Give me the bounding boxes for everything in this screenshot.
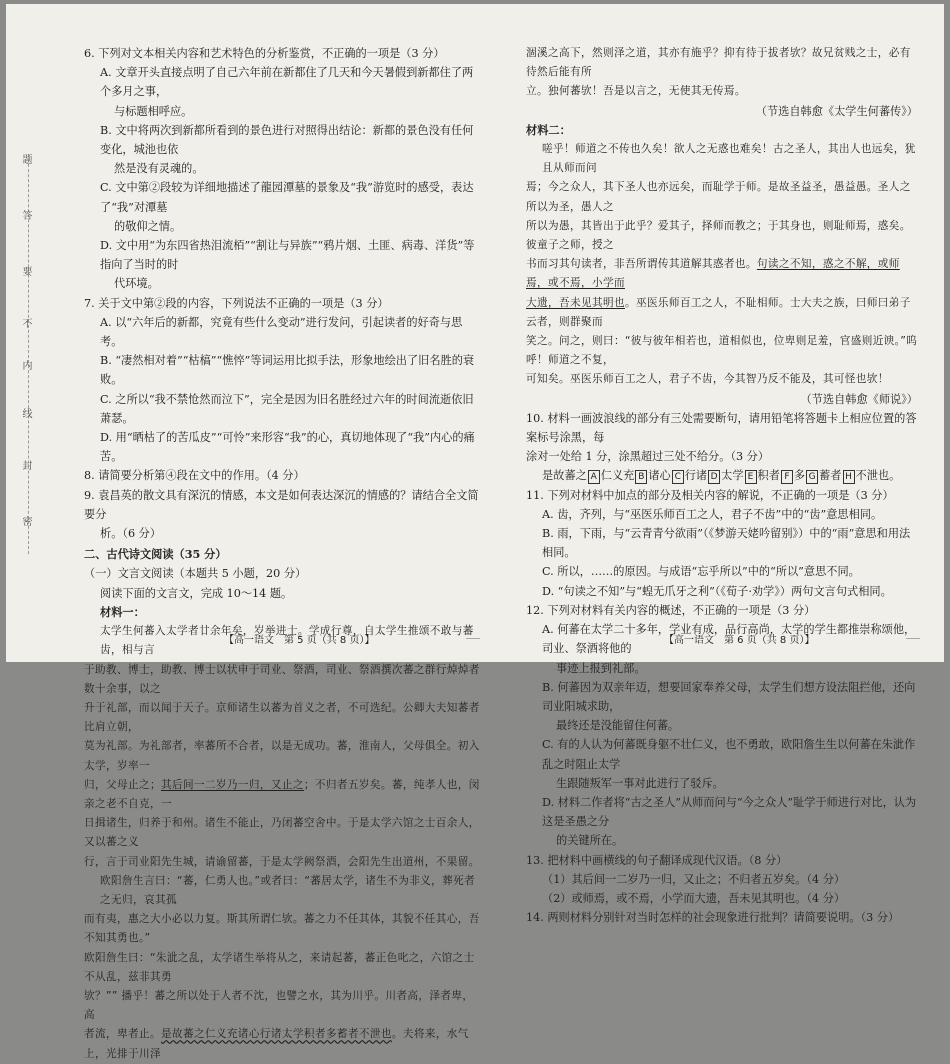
passage-line: 可知矣。巫医乐师百工之人，君子不齿，今其智乃反不能及，其可怪也欤！ [526, 373, 889, 386]
passage-text: 。巫医乐师百工之人，不耻相师。士大夫之族，曰师曰弟子云者，则群聚而 [526, 296, 911, 328]
reading-instruction: 阅读下面的文言文，完成 10～14 题。 [100, 586, 293, 600]
passage-text: 者流，卑者止。 [84, 1028, 161, 1041]
q11-stem: 11. 下列对材料中加点的部分及相关内容的解说，不正确的一项是（3 分） [526, 488, 894, 502]
passage-line [84, 776, 482, 814]
q9-stem-cont: 析。（6 分） [100, 527, 162, 541]
passage-line: 升于礼部，而以闻于天子。京师诸生以蕃为首义之者，不可选纪。公卿大夫知蕃者比肩立朝， [84, 701, 480, 734]
passage-text: 书而习其句读者，非吾所谓传其道解其惑者也。 [526, 258, 757, 271]
page-footer-left: 【高一语文 第 5 页（共 8 页）】 [224, 635, 375, 646]
footer-dash [466, 638, 480, 639]
segment-text: 诸心 [648, 469, 671, 483]
section-heading: 二、古代诗文阅读（35 分） [84, 547, 227, 562]
binding-label: 答 [20, 210, 31, 220]
q12-option-c-cont: 生跟随叛军一事对此进行了驳斥。 [556, 776, 724, 790]
q11-option-b: B. 雨，下雨，与“云青青兮欲雨”（《梦游天姥吟留别》）中的“雨”意思和用法相同。 [542, 527, 911, 560]
break-box-g[interactable]: G [806, 470, 818, 484]
break-box-d[interactable]: D [708, 470, 720, 484]
passage-line: 太学生何蕃入太学者廿余年矣，岁举进士。学成行尊，自太学生推颂不敢与蕃齿，相与言 [100, 625, 474, 657]
q12-option-b-cont: 最终还是没能留住何蕃。 [556, 719, 680, 733]
passage-line: 欧阳詹生言曰：“蕃，仁勇人也。”或者曰：“蕃居太学，诸生不为非义，葬死者之无归，哀其孤 [100, 874, 476, 906]
q13-sentence-2: （2）或师焉，或不焉，小学而大遗，吾未见其明也。（4 分） [542, 891, 846, 905]
passage-text: 。夫将来，水气上，光排于川泽 [84, 1028, 469, 1060]
q8-stem: 8. 请简要分析第④段在文中的作用。（4 分） [84, 469, 305, 483]
q7-option-b: B. “凄然相对着”“枯槁”“憔悴”等词运用比拟手法，形象地绘出了旧名胜的衰败。 [100, 354, 475, 387]
passage-text: 归，父母止之； [84, 778, 161, 791]
segment-text: 是故蕃之 [542, 469, 587, 483]
footer-dash [906, 638, 920, 639]
q13-sentence-1: （1）其后间一二岁乃一归，又止之；不归者五岁矣。（4 分） [542, 872, 846, 886]
q6-option-b: B. 文中将两次到新都所看到的景色进行对照得出结论：新都的景色没有任何变化，城池也依 [100, 123, 474, 157]
q6-option-c-cont: 的敬仰之情。 [114, 219, 182, 233]
break-box-f[interactable]: F [781, 470, 793, 484]
q12-option-b: B. 何蕃因为双亲年迈，想要回家奉养父母，太学生们想方设法阻拦他，还向司业阳城求助， [542, 680, 916, 713]
binding-label: 线 [20, 408, 31, 418]
q7-option-c: C. 之所以“我不禁怆然而泣下”，完全是因为旧名胜经过六年的时间流逝依旧萧瑟。 [100, 392, 474, 425]
break-box-c[interactable]: C [672, 470, 684, 484]
q12-option-c: C. 有的人认为何蕃既身躯不壮仁义，也不勇敢，欧阳詹生生以何蕃在朱泚作乱之时阻止太学 [542, 738, 916, 771]
q11-option-d: D. “句读之不知”与“蝗无爪牙之利”（《荀子·劝学》）两句文言句式相同。 [542, 584, 892, 598]
underlined-sentence: 其后间一二岁乃一归，又止之 [160, 778, 304, 791]
passage-line: 而有夷，惠之大小必以力复。斯其所谓仁欤。蕃之力不任其体，其貌不任其心，吾不知其勇也。” [84, 913, 480, 945]
q6-option-d: D. 文中用“为东四省热泪流栢”“割让与异族”“鸦片烟、土匪、病毒、洋货”等指向了当时的时 [100, 239, 475, 272]
break-box-a[interactable]: A [588, 470, 600, 484]
page-footer-right: 【高一语文 第 6 页（共 8 页）】 [664, 635, 815, 646]
passage-line: 立。独何蕃欤！吾是以言之，无使其无传焉。 [526, 85, 746, 98]
left-page-column [84, 44, 482, 1064]
q10-stem-cont: 涂对一处给 1 分，涂黑超过三处不给分。（3 分） [526, 450, 770, 464]
passage-line: 涸溪之高下，然则泽之道，其亦有施乎？抑有待于拔者欤？故兄贫贱之士，必有待然后能有所 [526, 47, 911, 79]
q10-stem: 10. 材料一画波浪线的部分有三处需要断句，请用铅笔将答题卡上相应位置的答案标号涂黑，每 [526, 411, 917, 445]
sentence-break-line [526, 466, 918, 485]
q11-option-c: C. 所以，……的原因。与成语“忘乎所以”中的“所以”意思不同。 [542, 565, 860, 579]
passage-line: 行，言于司业阳先生城，请谕留蕃，于是太学阙祭酒，会阳先生出道州，不果留。 [84, 855, 480, 868]
underlined-sentence: 大遗，吾未见其明也 [526, 296, 625, 309]
source-citation: （节选自韩愈《师说》） [800, 392, 918, 406]
segment-text: 多 [793, 469, 806, 483]
passage-line: 欤？”” 播乎！蕃之所以处于人者不沈，也譬之水，其为川乎。川者高，泽者卑，高 [84, 989, 474, 1022]
segment-text: 仁义充 [600, 469, 635, 483]
material-one-label: 材料一： [100, 604, 145, 619]
right-page-column [526, 44, 918, 927]
q6-option-b-cont: 然是没有灵魂的。 [114, 162, 204, 176]
q7-stem: 7. 关于文中第②段的内容，下列说法不正确的一项是（3 分） [84, 296, 389, 310]
passage-line: 欧阳詹生曰：“朱泚之乱，太学诸生举将从之，来请起蕃，蕃正色叱之，六馆之士不从乱，兹非其勇 [84, 951, 475, 983]
q14-stem: 14. 两则材料分别针对当时怎样的社会现象进行批判？请简要说明。（3 分） [526, 911, 900, 925]
segment-text: 太学 [721, 469, 744, 483]
passage-line [84, 1025, 482, 1063]
passage-line: 莫为礼部。为礼部者，率蕃所不合者，以是无成功。蕃，淮南人，父母俱全。初入太学，岁率一 [84, 740, 480, 772]
q12-stem: 12. 下列对材料有关内容的概述，不正确的一项是（3 分） [526, 603, 816, 617]
binding-label: 封 [20, 460, 31, 470]
q6-option-d-cont: 代环境。 [114, 277, 159, 291]
passage-line: 所以为愚，其皆出于此乎？爱其子，择师而教之；于其身也，则耻师焉，惑矣。彼童子之师，授之 [526, 219, 911, 252]
binding-label: 题 [20, 154, 31, 164]
source-citation: （节选自韩愈《太学生何蕃传》） [755, 104, 918, 118]
q6-option-a-cont: 与标题相呼应。 [114, 104, 193, 118]
break-box-h[interactable]: H [843, 470, 855, 484]
passage-line: 嗟乎！师道之不传也久矣！欲人之无惑也难矣！古之圣人，其出人也远矣，犹且从师而问 [542, 143, 916, 175]
passage-line: 日揖诸生，归养于和州。诸生不能止，乃闭蕃空舍中。于是太学六馆之士百余人，又以蕃之义 [84, 817, 480, 849]
exam-sheet [6, 4, 944, 1060]
binding-label: 要 [20, 266, 31, 276]
passage-line [526, 255, 918, 293]
passage-line: 焉；今之众人，其下圣人也亦远矣，而耻学于师。是故圣益圣，愚益愚。圣人之所以为圣，愚人之 [526, 181, 911, 213]
q6-stem: 6. 下列对文本相关内容和艺术特色的分析鉴赏，不正确的一项是（3 分） [84, 47, 445, 60]
q6-option-c: C. 文中第②段较为详细地描述了龍园潭墓的景象及“我”游览时的感受，表达了“我”对潭墓 [100, 181, 474, 214]
subsection-heading: （一）文言文阅读（本题共 5 小题，20 分） [84, 567, 307, 581]
binding-label: 不 [20, 318, 31, 328]
q9-stem: 9. 袁昌英的散文具有深沉的情感，本文是如何表达深沉的情感的？请结合全文简要分 [84, 488, 479, 521]
q11-option-a: A. 齿，齐列，与“巫医乐师百工之人，君子不齿”中的“齿”意思相同。 [542, 507, 883, 521]
q12-option-d: D. 材料二作者将“古之圣人”从师而问与“今之众人”耻学于师进行对比，认为这是圣愚之分 [542, 795, 917, 829]
segment-text: 积者 [757, 469, 780, 483]
q6-option-a: A. 文章开头直接点明了自己六年前在新都住了几天和今天暑假到新都住了两个多月之事， [100, 66, 474, 99]
break-box-e[interactable]: E [745, 470, 757, 484]
q7-option-a: A. 以“六年后的新都，究竟有些什么变动”进行发问，引起读者的好奇与思考。 [100, 315, 463, 349]
passage-text: ；不归者五岁矣。蕃，纯孝人也，闵亲之老不自克，一 [84, 778, 480, 810]
q12-option-d-cont: 的关键所在。 [556, 834, 624, 848]
q7-option-d: D. 用“晒枯了的苦瓜皮”“可怜”来形容“我”的心，真切地体现了“我”内心的痛苦。 [100, 431, 475, 464]
underlined-sentence: 句读之不知，惑之不解，或师焉，或不焉，小学而 [526, 258, 900, 290]
wavy-underlined-text: 是故蕃之仁义充诸心行诸太学积者多蓄者不泄也 [160, 1028, 392, 1041]
binding-label: 密 [20, 516, 31, 526]
segment-text: 不泄也。 [855, 469, 901, 483]
binding-margin [14, 154, 36, 554]
passage-line: 笑之。问之，则曰：“彼与彼年相若也，道相似也，位卑则足羞，官盛则近谀。”呜呼！师道之不复， [526, 335, 918, 367]
q13-stem: 13. 把材料中画横线的句子翻译成现代汉语。（8 分） [526, 853, 788, 867]
segment-text: 蓄者 [819, 469, 842, 483]
binding-label: 内 [20, 360, 31, 370]
passage-line: 于助教、博士，助教、博士以状申于司业、祭酒，司业、祭酒撰次蕃之群行焯焯者数十余事，以之 [84, 663, 480, 695]
material-two-label: 材料二： [526, 122, 571, 137]
q12-option-a: A. 何蕃在太学二十多年，学业有成，品行高尚，太学的学生都推崇称颂他，司业、祭酒将他的 [542, 623, 916, 656]
passage-line [526, 294, 918, 332]
q12-option-a-cont: 事迹上报到礼部。 [556, 661, 646, 675]
segment-text: 行诸 [684, 469, 708, 483]
break-box-b[interactable]: B [635, 470, 647, 484]
